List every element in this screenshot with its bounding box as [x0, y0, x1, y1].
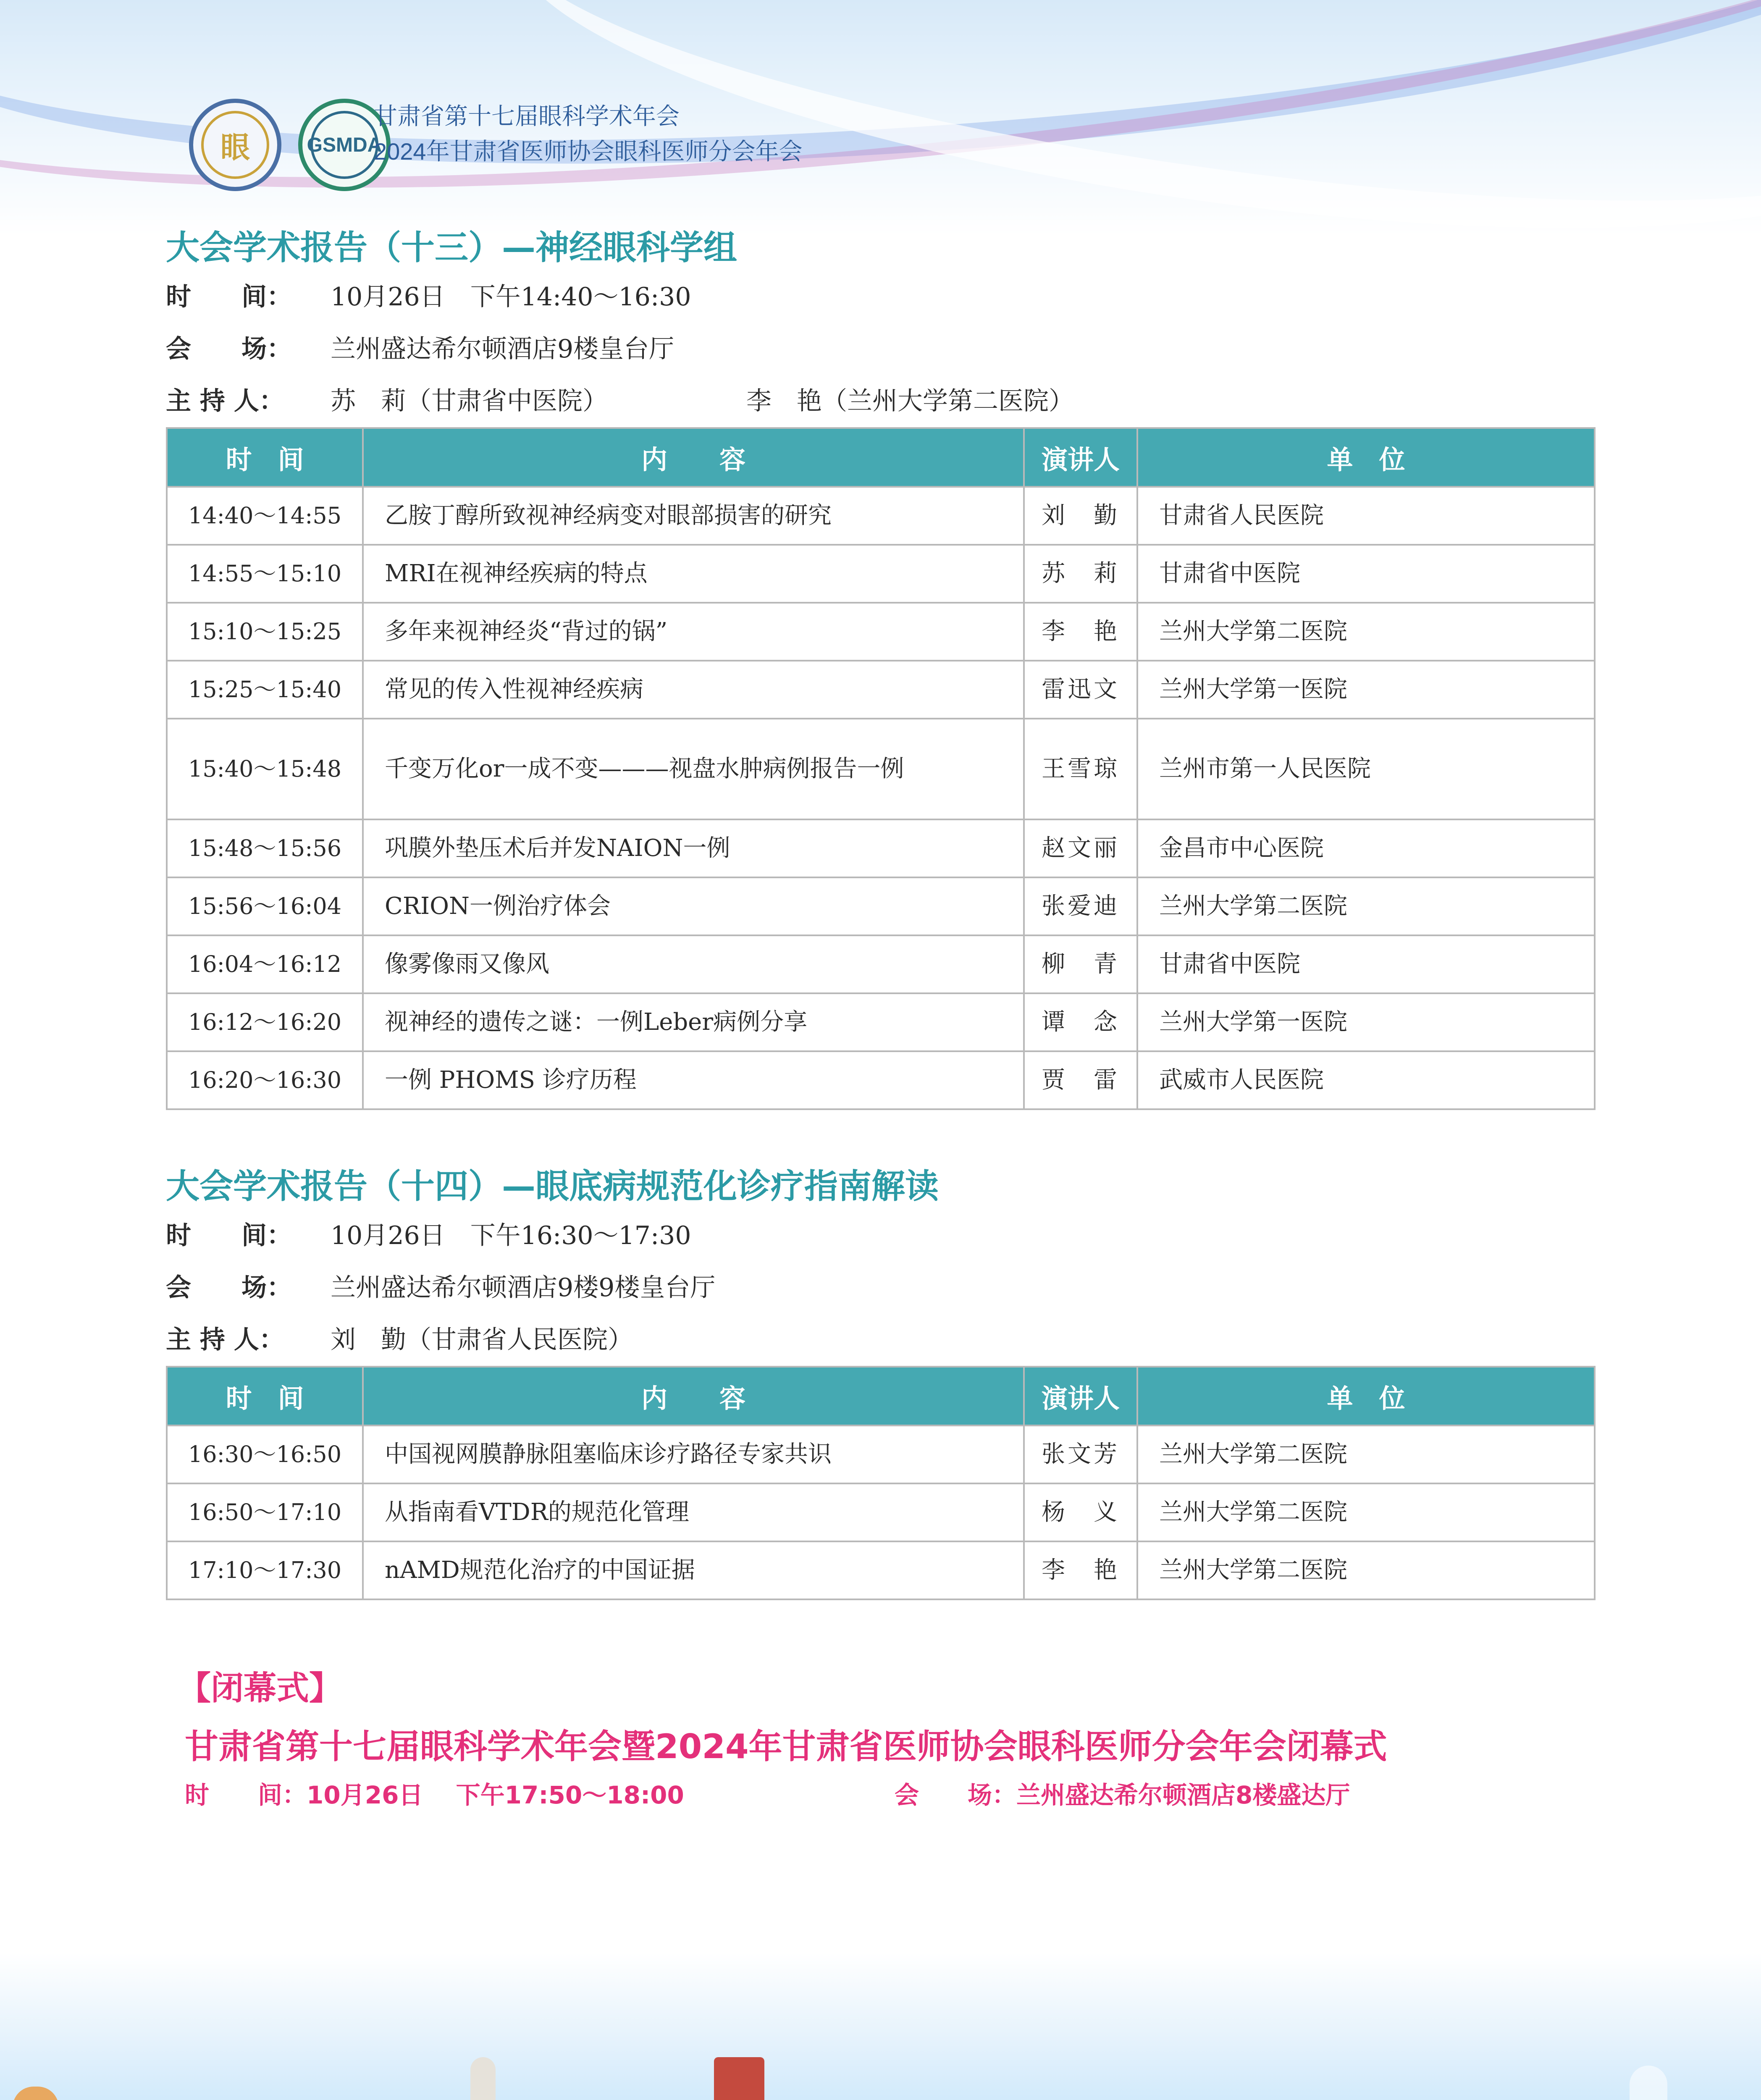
closing-heading: 【闭幕式】 — [178, 1670, 342, 1707]
cell-speaker: 苏 莉 — [1024, 545, 1137, 603]
cell-unit: 兰州市第一人民医院 — [1137, 719, 1595, 819]
cell-time: 15:40～15:48 — [167, 719, 363, 819]
conference-header — [374, 99, 803, 169]
cell-speaker: 赵文丽 — [1024, 819, 1137, 877]
tall-tower-illustration — [714, 2057, 764, 2100]
cell-speaker: 张文芳 — [1024, 1425, 1137, 1483]
closing-time: 时 间：10月26日 下午17:50～18:00 — [185, 1781, 684, 1809]
cell-content: 多年来视神经炎“背过的锅” — [363, 603, 1024, 661]
cell-unit: 兰州大学第二医院 — [1137, 1425, 1595, 1483]
cell-time: 16:30～16:50 — [167, 1425, 363, 1483]
table-row — [167, 661, 1595, 719]
section-14-table — [166, 1366, 1596, 1600]
section-13-host: 主 持 人： 苏 莉（甘肃省中医院） 李 艳（兰州大学第二医院） — [166, 386, 1074, 416]
cell-content: CRION一例治疗体会 — [363, 877, 1024, 935]
table-header-row — [167, 428, 1595, 487]
section-13-venue: 会 场： 兰州盛达希尔顿酒店9楼皇台厅 — [166, 334, 674, 364]
cell-time: 16:12～16:20 — [167, 993, 363, 1051]
cell-time: 16:50～17:10 — [167, 1483, 363, 1541]
section-13-time: 时 间： 10月26日 下午14:40～16:30 — [166, 282, 691, 312]
table-row — [167, 719, 1595, 819]
cell-speaker: 谭 念 — [1024, 993, 1137, 1051]
column-header-speaker: 演讲人 — [1024, 1367, 1137, 1425]
closing-title: 甘肃省第十七届眼科学术年会暨2024年甘肃省医师协会眼科医师分会年会闭幕式 — [185, 1727, 1387, 1766]
column-header-unit: 单 位 — [1137, 428, 1595, 487]
ophthalmology-society-logo: 眼 — [189, 99, 281, 191]
section-14 — [166, 1163, 1594, 1600]
section-14-title: 大会学术报告（十四）—眼底病规范化诊疗指南解读 — [166, 1167, 939, 1206]
cell-time: 15:25～15:40 — [167, 661, 363, 719]
cell-content: 巩膜外垫压术后并发NAION一例 — [363, 819, 1024, 877]
column-header-unit: 单 位 — [1137, 1367, 1595, 1425]
cell-speaker: 李 艳 — [1024, 1541, 1137, 1599]
cell-content: 一例 PHOMS 诊疗历程 — [363, 1051, 1024, 1109]
cell-unit: 金昌市中心医院 — [1137, 819, 1595, 877]
cell-unit: 甘肃省人民医院 — [1137, 487, 1595, 545]
cell-content: nAMD规范化治疗的中国证据 — [363, 1541, 1024, 1599]
table-row — [167, 1425, 1595, 1483]
cell-content: 中国视网膜静脉阻塞临床诊疗路径专家共识 — [363, 1425, 1024, 1483]
table-header-row — [167, 1367, 1595, 1425]
column-header-content: 内 容 — [363, 1367, 1024, 1425]
table-row — [167, 877, 1595, 935]
cell-speaker: 柳 青 — [1024, 935, 1137, 993]
closing-details — [185, 1776, 1655, 1814]
column-header-time: 时 间 — [167, 428, 363, 487]
gsmda-logo: GSMDA — [298, 99, 391, 191]
cell-time: 14:40～14:55 — [167, 487, 363, 545]
cell-time: 14:55～15:10 — [167, 545, 363, 603]
closing-ceremony — [178, 1665, 1655, 1814]
closing-venue: 会 场：兰州盛达希尔顿酒店8楼盛达厅 — [895, 1781, 1350, 1809]
cell-time: 16:20～16:30 — [167, 1051, 363, 1109]
cell-speaker: 杨 义 — [1024, 1483, 1137, 1541]
cell-content: 千变万化or一成不变———视盘水肿病例报告一例 — [363, 719, 1024, 819]
logo-group — [189, 99, 391, 191]
pagoda-illustration — [13, 2087, 59, 2100]
section-13-title: 大会学术报告（十三）—神经眼科学组 — [166, 228, 737, 267]
section-13-table — [166, 427, 1596, 1110]
cell-unit: 甘肃省中医院 — [1137, 935, 1595, 993]
table-row — [167, 993, 1595, 1051]
cell-time: 15:10～15:25 — [167, 603, 363, 661]
cell-unit: 兰州大学第二医院 — [1137, 1541, 1595, 1599]
table-row — [167, 819, 1595, 877]
cell-unit: 甘肃省中医院 — [1137, 545, 1595, 603]
cell-unit: 兰州大学第二医院 — [1137, 877, 1595, 935]
cell-content: 从指南看VTDR的规范化管理 — [363, 1483, 1024, 1541]
footer-landmarks-illustration — [0, 1953, 1761, 2100]
cell-unit: 兰州大学第二医院 — [1137, 1483, 1595, 1541]
conference-title-line1: 甘肃省第十七届眼科学术年会 — [374, 103, 680, 129]
cell-content: 乙胺丁醇所致视神经病变对眼部损害的研究 — [363, 487, 1024, 545]
faint-pagoda-illustration — [1630, 2066, 1667, 2100]
cell-unit: 兰州大学第二医院 — [1137, 603, 1595, 661]
cell-unit: 武威市人民医院 — [1137, 1051, 1595, 1109]
cell-unit: 兰州大学第一医院 — [1137, 661, 1595, 719]
cell-content: MRI在视神经疾病的特点 — [363, 545, 1024, 603]
table-row — [167, 1541, 1595, 1599]
cell-content: 常见的传入性视神经疾病 — [363, 661, 1024, 719]
table-row — [167, 1483, 1595, 1541]
cell-speaker: 张爱迪 — [1024, 877, 1137, 935]
conference-title-line2: 2024年甘肃省医师协会眼科医师分会年会 — [374, 138, 803, 165]
table-row — [167, 1051, 1595, 1109]
cell-speaker: 王雪琼 — [1024, 719, 1137, 819]
cell-speaker: 李 艳 — [1024, 603, 1137, 661]
cell-time: 17:10～17:30 — [167, 1541, 363, 1599]
cell-speaker: 贾 雷 — [1024, 1051, 1137, 1109]
section-14-time: 时 间： 10月26日 下午16:30～17:30 — [166, 1221, 691, 1250]
cell-content: 视神经的遗传之谜：一例Leber病例分享 — [363, 993, 1024, 1051]
table-row — [167, 487, 1595, 545]
cell-unit: 兰州大学第一医院 — [1137, 993, 1595, 1051]
cell-speaker: 雷迅文 — [1024, 661, 1137, 719]
cell-time: 16:04～16:12 — [167, 935, 363, 993]
column-header-speaker: 演讲人 — [1024, 428, 1137, 487]
cell-time: 15:56～16:04 — [167, 877, 363, 935]
table-row — [167, 545, 1595, 603]
table-row — [167, 603, 1595, 661]
section-14-venue: 会 场： 兰州盛达希尔顿酒店9楼9楼皇台厅 — [166, 1273, 716, 1302]
section-14-host: 主 持 人： 刘 勤（甘肃省人民医院） — [166, 1325, 633, 1354]
column-header-content: 内 容 — [363, 428, 1024, 487]
table-row — [167, 935, 1595, 993]
cell-speaker: 刘 勤 — [1024, 487, 1137, 545]
cell-time: 15:48～15:56 — [167, 819, 363, 877]
section-13 — [166, 225, 1594, 1110]
white-pagoda-illustration — [470, 2057, 496, 2100]
column-header-time: 时 间 — [167, 1367, 363, 1425]
cell-content: 像雾像雨又像风 — [363, 935, 1024, 993]
